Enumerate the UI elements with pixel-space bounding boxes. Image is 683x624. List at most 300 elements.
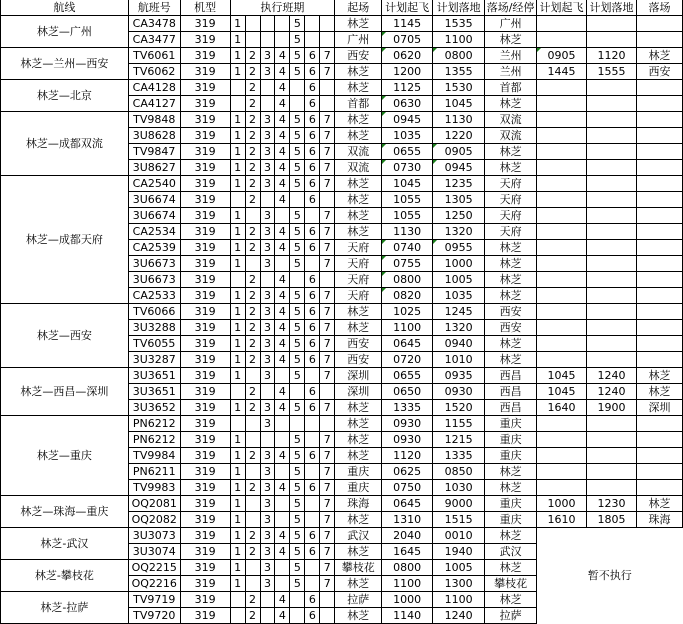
operating-day: 6 — [305, 144, 320, 160]
scheduled-departure-2 — [537, 240, 587, 256]
operating-day: 6 — [305, 128, 320, 144]
scheduled-arrival: 1220 — [433, 128, 485, 144]
operating-day: 1 — [230, 160, 245, 176]
operating-day: 3 — [260, 576, 275, 592]
origin: 西安 — [335, 336, 382, 352]
scheduled-arrival-2 — [587, 272, 637, 288]
operating-day: 1 — [230, 224, 245, 240]
scheduled-arrival: 1005 — [433, 272, 485, 288]
scheduled-arrival: 0930 — [433, 384, 485, 400]
flight-number: PN6211 — [128, 464, 180, 480]
operating-day: 3 — [260, 64, 275, 80]
operating-day: 3 — [260, 160, 275, 176]
destination-stop: 武汉 — [485, 544, 537, 560]
operating-day: 7 — [320, 448, 335, 464]
operating-day: 6 — [305, 608, 320, 624]
scheduled-departure-2 — [537, 320, 587, 336]
aircraft-type: 319 — [180, 560, 230, 576]
scheduled-arrival: 0935 — [433, 368, 485, 384]
scheduled-departure-2 — [537, 272, 587, 288]
operating-day — [290, 272, 305, 288]
destination — [637, 144, 683, 160]
operating-day: 1 — [230, 208, 245, 224]
scheduled-arrival-2 — [587, 32, 637, 48]
operating-day: 1 — [230, 64, 245, 80]
origin: 林芝 — [335, 432, 382, 448]
table-row — [1, 416, 683, 432]
operating-day: 4 — [275, 544, 290, 560]
destination — [637, 448, 683, 464]
operating-day — [305, 576, 320, 592]
operating-day: 6 — [305, 112, 320, 128]
operating-day: 4 — [275, 448, 290, 464]
operating-day: 3 — [260, 240, 275, 256]
operating-day — [260, 272, 275, 288]
operating-day — [275, 512, 290, 528]
aircraft-type: 319 — [180, 208, 230, 224]
operating-day: 5 — [290, 240, 305, 256]
operating-day: 4 — [275, 528, 290, 544]
scheduled-departure: 1335 — [382, 400, 433, 416]
destination: 深圳 — [637, 400, 683, 416]
operating-day: 3 — [260, 480, 275, 496]
table-row — [1, 528, 683, 544]
operating-day: 1 — [230, 448, 245, 464]
destination — [637, 96, 683, 112]
operating-day: 1 — [230, 32, 245, 48]
operating-day — [320, 16, 335, 32]
scheduled-departure: 0800 — [382, 560, 433, 576]
scheduled-arrival-2 — [587, 16, 637, 32]
header-row — [1, 0, 683, 16]
operating-day — [275, 368, 290, 384]
aircraft-type: 319 — [180, 512, 230, 528]
operating-day — [245, 32, 260, 48]
scheduled-departure: 0820 — [382, 288, 433, 304]
operating-day: 4 — [275, 48, 290, 64]
operating-day: 4 — [275, 128, 290, 144]
scheduled-arrival-2 — [587, 480, 637, 496]
operating-day: 5 — [290, 368, 305, 384]
scheduled-departure: 0655 — [382, 144, 433, 160]
destination-stop: 林芝 — [485, 96, 537, 112]
destination — [637, 32, 683, 48]
destination — [637, 320, 683, 336]
aircraft-type: 319 — [180, 320, 230, 336]
operating-day: 1 — [230, 352, 245, 368]
operating-day — [305, 464, 320, 480]
scheduled-departure-2 — [537, 448, 587, 464]
operating-day — [320, 80, 335, 96]
operating-day: 7 — [320, 320, 335, 336]
operating-day: 3 — [260, 496, 275, 512]
aircraft-type: 319 — [180, 96, 230, 112]
scheduled-departure-2 — [537, 480, 587, 496]
scheduled-arrival: 1100 — [433, 32, 485, 48]
scheduled-departure-2 — [537, 176, 587, 192]
aircraft-type: 319 — [180, 416, 230, 432]
operating-day: 1 — [230, 400, 245, 416]
scheduled-arrival-2: 1120 — [587, 48, 637, 64]
destination-stop: 兰州 — [485, 64, 537, 80]
scheduled-arrival: 1520 — [433, 400, 485, 416]
scheduled-arrival: 1240 — [433, 608, 485, 624]
origin: 武汉 — [335, 528, 382, 544]
operating-day: 4 — [275, 320, 290, 336]
operating-day — [290, 592, 305, 608]
scheduled-departure-2 — [537, 80, 587, 96]
destination-stop: 天府 — [485, 224, 537, 240]
scheduled-departure: 1145 — [382, 16, 433, 32]
operating-day: 3 — [260, 352, 275, 368]
operating-day — [305, 32, 320, 48]
operating-day: 4 — [275, 96, 290, 112]
operating-day — [275, 464, 290, 480]
flight-number: TV9983 — [128, 480, 180, 496]
operating-day: 6 — [305, 304, 320, 320]
operating-day: 7 — [320, 224, 335, 240]
route-name: 林芝—广州 — [1, 16, 129, 48]
scheduled-departure: 0740 — [382, 240, 433, 256]
flight-number: TV9848 — [128, 112, 180, 128]
operating-day: 5 — [290, 256, 305, 272]
operating-day: 3 — [260, 528, 275, 544]
operating-day: 4 — [275, 304, 290, 320]
flight-number: TV9984 — [128, 448, 180, 464]
operating-day: 2 — [245, 384, 260, 400]
destination-stop: 林芝 — [485, 560, 537, 576]
origin: 林芝 — [335, 64, 382, 80]
operating-day: 3 — [260, 304, 275, 320]
destination — [637, 288, 683, 304]
scheduled-departure: 0730 — [382, 160, 433, 176]
scheduled-arrival: 1245 — [433, 304, 485, 320]
route-name: 林芝—重庆 — [1, 416, 129, 496]
destination — [637, 432, 683, 448]
destination-stop: 西安 — [485, 320, 537, 336]
destination — [637, 208, 683, 224]
operating-day — [305, 512, 320, 528]
scheduled-arrival: 1530 — [433, 80, 485, 96]
operating-day: 4 — [275, 112, 290, 128]
scheduled-departure: 0800 — [382, 272, 433, 288]
aircraft-type: 319 — [180, 352, 230, 368]
operating-day: 1 — [230, 16, 245, 32]
operating-day — [245, 496, 260, 512]
scheduled-arrival: 1130 — [433, 112, 485, 128]
operating-day: 6 — [305, 160, 320, 176]
destination-stop: 重庆 — [485, 432, 537, 448]
operating-day: 5 — [290, 128, 305, 144]
operating-day: 3 — [260, 112, 275, 128]
operating-day: 4 — [275, 608, 290, 624]
scheduled-departure-2 — [537, 464, 587, 480]
flight-number: TV6062 — [128, 64, 180, 80]
scheduled-departure-2 — [537, 336, 587, 352]
operating-day: 6 — [305, 400, 320, 416]
operating-day: 7 — [320, 528, 335, 544]
operating-day: 5 — [290, 432, 305, 448]
destination — [637, 336, 683, 352]
table-row — [1, 16, 683, 32]
operating-day: 1 — [230, 560, 245, 576]
operating-day: 5 — [290, 480, 305, 496]
scheduled-arrival: 1320 — [433, 320, 485, 336]
operating-day: 3 — [260, 416, 275, 432]
destination — [637, 224, 683, 240]
operating-day — [275, 16, 290, 32]
aircraft-type: 319 — [180, 384, 230, 400]
operating-day: 7 — [320, 336, 335, 352]
origin: 双流 — [335, 160, 382, 176]
route-name: 林芝-拉萨 — [1, 592, 129, 624]
operating-day: 3 — [260, 288, 275, 304]
aircraft-type: 319 — [180, 288, 230, 304]
flight-number: TV9847 — [128, 144, 180, 160]
flight-number: TV6055 — [128, 336, 180, 352]
scheduled-departure: 1100 — [382, 576, 433, 592]
operating-day: 2 — [245, 176, 260, 192]
scheduled-departure-2 — [537, 16, 587, 32]
operating-day: 2 — [245, 96, 260, 112]
route-name: 林芝—兰州—西安 — [1, 48, 129, 80]
operating-day: 6 — [305, 224, 320, 240]
destination-stop: 天府 — [485, 192, 537, 208]
header-origin: 起场 — [335, 0, 382, 16]
operating-day — [320, 416, 335, 432]
destination-stop: 双流 — [485, 112, 537, 128]
scheduled-arrival-2 — [587, 208, 637, 224]
operating-day — [305, 256, 320, 272]
scheduled-arrival: 0955 — [433, 240, 485, 256]
operating-day: 6 — [305, 192, 320, 208]
operating-day: 5 — [290, 544, 305, 560]
scheduled-arrival-2 — [587, 224, 637, 240]
operating-day — [245, 16, 260, 32]
operating-day: 3 — [260, 224, 275, 240]
operating-day: 5 — [290, 400, 305, 416]
header-dep2: 计划起飞 — [537, 0, 587, 16]
operating-day — [230, 80, 245, 96]
scheduled-departure-2 — [537, 224, 587, 240]
operating-day: 5 — [290, 336, 305, 352]
operating-day: 4 — [275, 64, 290, 80]
flight-number: 3U3651 — [128, 384, 180, 400]
aircraft-type: 319 — [180, 176, 230, 192]
header-days: 执行班期 — [230, 0, 335, 16]
operating-day: 6 — [305, 320, 320, 336]
destination: 西安 — [637, 64, 683, 80]
scheduled-arrival-2 — [587, 128, 637, 144]
origin: 林芝 — [335, 16, 382, 32]
operating-day — [230, 608, 245, 624]
operating-day: 3 — [260, 320, 275, 336]
destination-stop: 攀枝花 — [485, 576, 537, 592]
operating-day: 7 — [320, 128, 335, 144]
origin: 林芝 — [335, 400, 382, 416]
operating-day: 4 — [275, 240, 290, 256]
operating-day — [260, 32, 275, 48]
scheduled-arrival-2: 1555 — [587, 64, 637, 80]
destination-stop: 西昌 — [485, 384, 537, 400]
flight-number: CA2540 — [128, 176, 180, 192]
operating-day: 1 — [230, 320, 245, 336]
operating-day — [275, 416, 290, 432]
scheduled-arrival-2: 1900 — [587, 400, 637, 416]
destination: 林芝 — [637, 496, 683, 512]
operating-day: 7 — [320, 432, 335, 448]
operating-day: 5 — [290, 512, 305, 528]
operating-day: 3 — [260, 512, 275, 528]
scheduled-arrival: 0010 — [433, 528, 485, 544]
destination-stop: 林芝 — [485, 352, 537, 368]
operating-day: 7 — [320, 48, 335, 64]
operating-day: 4 — [275, 288, 290, 304]
destination-stop: 林芝 — [485, 480, 537, 496]
route-name: 林芝—珠海—重庆 — [1, 496, 129, 528]
operating-day: 6 — [305, 80, 320, 96]
origin: 林芝 — [335, 576, 382, 592]
operating-day — [260, 384, 275, 400]
operating-day: 4 — [275, 192, 290, 208]
operating-day — [245, 576, 260, 592]
aircraft-type: 319 — [180, 576, 230, 592]
scheduled-departure: 0755 — [382, 256, 433, 272]
operating-day: 2 — [245, 320, 260, 336]
operating-day: 7 — [320, 256, 335, 272]
operating-day: 2 — [245, 272, 260, 288]
origin: 天府 — [335, 256, 382, 272]
scheduled-arrival: 1320 — [433, 224, 485, 240]
operating-day — [245, 464, 260, 480]
destination-stop: 天府 — [485, 208, 537, 224]
operating-day: 4 — [275, 144, 290, 160]
operating-day — [275, 496, 290, 512]
aircraft-type: 319 — [180, 256, 230, 272]
scheduled-arrival: 1155 — [433, 416, 485, 432]
flight-number: TV9719 — [128, 592, 180, 608]
route-name: 林芝-武汉 — [1, 528, 129, 560]
scheduled-departure: 0645 — [382, 496, 433, 512]
scheduled-arrival: 1535 — [433, 16, 485, 32]
operating-day: 5 — [290, 64, 305, 80]
scheduled-departure-2: 1045 — [537, 368, 587, 384]
operating-day — [275, 256, 290, 272]
origin: 林芝 — [335, 448, 382, 464]
aircraft-type: 319 — [180, 592, 230, 608]
operating-day: 5 — [290, 304, 305, 320]
origin: 天府 — [335, 240, 382, 256]
scheduled-arrival: 1045 — [433, 96, 485, 112]
scheduled-arrival-2 — [587, 96, 637, 112]
operating-day: 7 — [320, 352, 335, 368]
operating-day: 7 — [320, 560, 335, 576]
destination-stop: 林芝 — [485, 256, 537, 272]
aircraft-type: 319 — [180, 464, 230, 480]
operating-day: 5 — [290, 448, 305, 464]
origin: 林芝 — [335, 320, 382, 336]
scheduled-arrival-2 — [587, 240, 637, 256]
origin: 攀枝花 — [335, 560, 382, 576]
operating-day — [275, 32, 290, 48]
scheduled-arrival-2 — [587, 80, 637, 96]
destination — [637, 112, 683, 128]
scheduled-departure: 1200 — [382, 64, 433, 80]
scheduled-departure: 0705 — [382, 32, 433, 48]
operating-day: 1 — [230, 128, 245, 144]
operating-day — [305, 560, 320, 576]
scheduled-departure-2 — [537, 96, 587, 112]
operating-day — [230, 272, 245, 288]
operating-day: 4 — [275, 480, 290, 496]
operating-day — [320, 96, 335, 112]
operating-day: 1 — [230, 464, 245, 480]
origin: 林芝 — [335, 304, 382, 320]
scheduled-departure: 1125 — [382, 80, 433, 96]
operating-day: 1 — [230, 48, 245, 64]
aircraft-type: 319 — [180, 448, 230, 464]
scheduled-arrival-2 — [587, 288, 637, 304]
operating-day: 5 — [290, 16, 305, 32]
aircraft-type: 319 — [180, 368, 230, 384]
schedule-body — [1, 16, 683, 624]
scheduled-arrival: 0945 — [433, 160, 485, 176]
scheduled-departure-2 — [537, 32, 587, 48]
operating-day — [245, 256, 260, 272]
scheduled-arrival-2 — [587, 416, 637, 432]
operating-day: 7 — [320, 144, 335, 160]
operating-day: 7 — [320, 176, 335, 192]
operating-day — [260, 608, 275, 624]
origin: 天府 — [335, 288, 382, 304]
scheduled-arrival-2 — [587, 160, 637, 176]
scheduled-arrival: 1250 — [433, 208, 485, 224]
aircraft-type: 319 — [180, 528, 230, 544]
operating-day: 2 — [245, 608, 260, 624]
operating-day: 2 — [245, 160, 260, 176]
flight-number: PN6212 — [128, 416, 180, 432]
operating-day: 2 — [245, 144, 260, 160]
scheduled-departure: 0655 — [382, 368, 433, 384]
flight-number: 3U3652 — [128, 400, 180, 416]
origin: 林芝 — [335, 176, 382, 192]
flight-number: 3U3074 — [128, 544, 180, 560]
aircraft-type: 319 — [180, 32, 230, 48]
suspended-note: 暂不执行 — [537, 528, 683, 624]
flight-number: CA4128 — [128, 80, 180, 96]
operating-day: 7 — [320, 288, 335, 304]
table-row — [1, 176, 683, 192]
destination — [637, 240, 683, 256]
operating-day: 7 — [320, 160, 335, 176]
operating-day: 1 — [230, 304, 245, 320]
flight-number: 3U3073 — [128, 528, 180, 544]
origin: 拉萨 — [335, 592, 382, 608]
operating-day: 7 — [320, 512, 335, 528]
destination-stop: 拉萨 — [485, 608, 537, 624]
origin: 林芝 — [335, 608, 382, 624]
route-name: 林芝—西安 — [1, 304, 129, 368]
scheduled-arrival: 1030 — [433, 480, 485, 496]
operating-day: 7 — [320, 112, 335, 128]
flight-number: OQ2082 — [128, 512, 180, 528]
operating-day: 2 — [245, 48, 260, 64]
destination-stop: 重庆 — [485, 416, 537, 432]
origin: 西安 — [335, 352, 382, 368]
destination-stop: 林芝 — [485, 144, 537, 160]
operating-day: 2 — [245, 288, 260, 304]
destination-stop: 首都 — [485, 80, 537, 96]
